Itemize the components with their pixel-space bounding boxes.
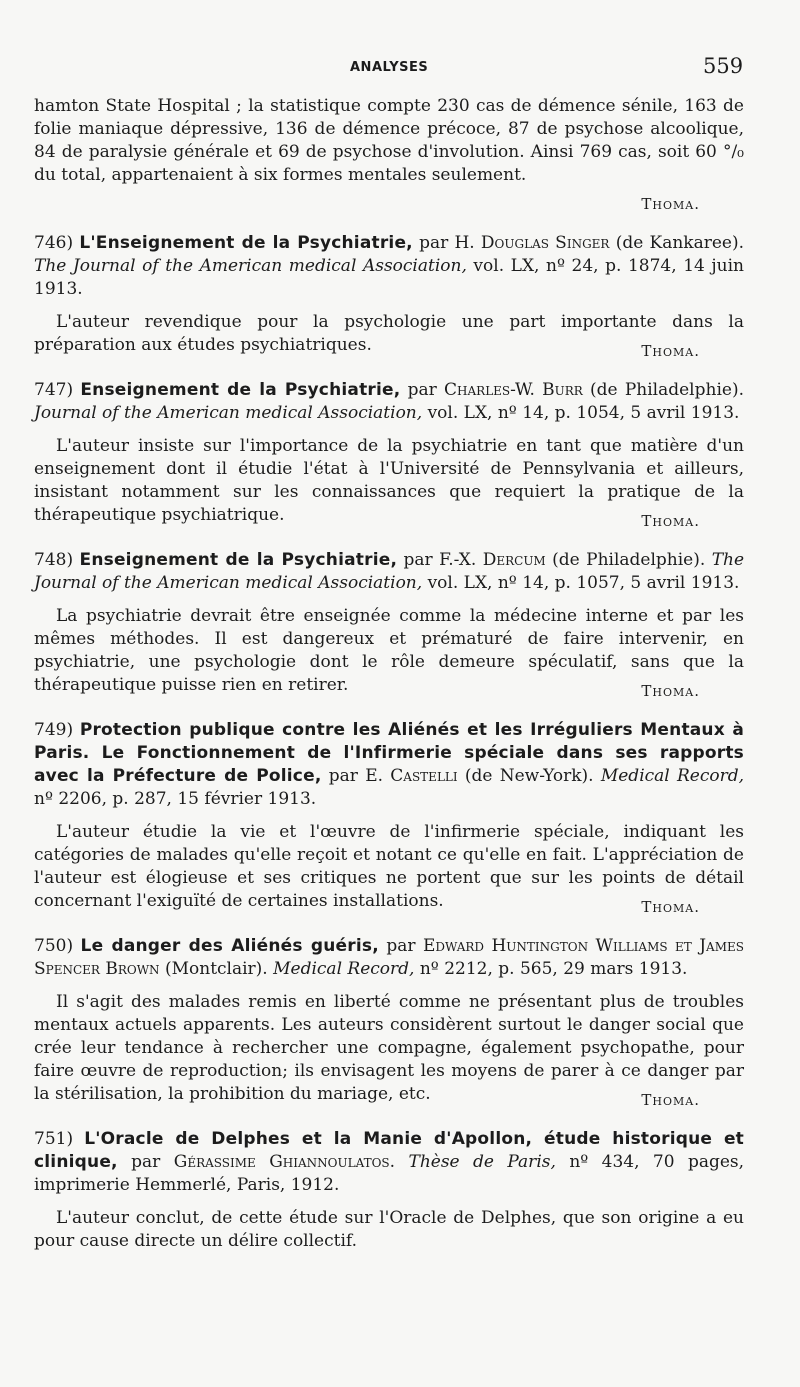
intro-paragraph: hamton State Hospital ; la statistique compte 230 cas de démence sénile, 163 de folie maniaque dépressive, 136 de démence précoce, 87 de psychose alcoolique, 84 de paralysie générale et 69 de psychose d'involution. Ainsi 769 cas, soit 60 °/₀ du total, appartenaient à six formes mentales seulement. <box>34 96 744 185</box>
page-number: 559 <box>703 54 744 78</box>
entry-journal: Medical Record, <box>600 766 745 786</box>
entry-number: 746) <box>34 233 74 253</box>
entry-body: L'auteur étudie la vie et l'œuvre de l'infirmerie spéciale, indiquant les catégories de malades qu'elle reçoit et notant ce qu'elle en fait. L'appréciation de l'auteur est élogieuse et ses critiques ne portent que sur les points de détail concernant l'exiguïté de certaines installations. <box>34 822 744 911</box>
entry-location: (de New-York). <box>464 766 594 786</box>
entry-journal: The Journal of the American medical Association, <box>34 550 745 593</box>
entry-748 <box>34 549 744 703</box>
entry-reference <box>34 549 744 595</box>
entry-journal: Journal of the American medical Association, <box>34 403 423 423</box>
entry-journal: Thèse de Paris, <box>408 1152 556 1172</box>
entry-details: nº 2212, p. 565, 29 mars 1913. <box>419 959 688 979</box>
entry-number: 749) <box>34 720 74 740</box>
entry-by: par <box>419 233 449 253</box>
entry-author: Edward Huntington Williams et James Spencer Brown <box>34 936 744 979</box>
entry-location: (de Philadelphie). <box>552 550 706 570</box>
entry-title: Enseignement de la Psychiatrie, <box>79 550 398 570</box>
entry-title: Protection publique contre les Aliénés et les Irréguliers Mentaux à Paris. Le Fonctionnement de l'Infirmerie spéciale dans ses rapports avec la Préfecture de Police, <box>34 720 745 786</box>
entry-signature: Thoma. <box>641 1091 700 1109</box>
entry-number: 750) <box>34 936 74 956</box>
entry-author: H. Douglas Singer <box>454 233 610 253</box>
running-header <box>0 52 800 84</box>
entry-body: La psychiatrie devrait être enseignée comme la médecine interne et par les mêmes méthodes. Il est dangereux et prématuré de faire intervenir, en psychiatrie, une psychologie dont le rôle demeure spéculatif, sans que la thérapeutique puisse rien en retirer. <box>34 606 744 695</box>
entry-details: vol. LX, nº 24, p. 1874, 14 juin 1913. <box>34 256 744 299</box>
entry-reference <box>34 935 744 981</box>
entry-body: L'auteur revendique pour la psychologie une part importante dans la préparation aux études psychiatriques. <box>34 312 744 355</box>
entry-location: (de Philadelphie). <box>590 380 744 400</box>
entry-journal: The Journal of the American medical Association, <box>34 256 467 276</box>
entry-details: nº 434, 70 pages, imprimerie Hemmerlé, Paris, 1912. <box>34 1152 745 1195</box>
article-body <box>34 95 744 1259</box>
entry-by: par <box>407 380 437 400</box>
entry-reference <box>34 719 744 811</box>
entry-by: par <box>131 1152 161 1172</box>
entry-signature: Thoma. <box>641 512 700 530</box>
entry-title: L'Enseignement de la Psychiatrie, <box>79 233 413 253</box>
entry-author: F.-X. Dercum <box>439 550 546 570</box>
entry-signature: Thoma. <box>641 898 700 916</box>
entry-751 <box>34 1128 744 1253</box>
entry-author: Gérassime Ghiannoulatos. <box>173 1152 396 1172</box>
entry-details: vol. LX, nº 14, p. 1054, 5 avril 1913. <box>427 403 740 423</box>
entry-number: 751) <box>34 1129 74 1149</box>
entry-details: vol. LX, nº 14, p. 1057, 5 avril 1913. <box>427 573 740 593</box>
entry-by: par <box>328 766 358 786</box>
entry-reference <box>34 379 744 425</box>
entry-reference <box>34 232 744 301</box>
entry-747 <box>34 379 744 533</box>
entry-title: L'Oracle de Delphes et la Manie d'Apollon, étude historique et clinique, <box>34 1129 745 1172</box>
entry-author: Charles-W. Burr <box>444 380 583 400</box>
entry-by: par <box>403 550 433 570</box>
entry-by: par <box>386 936 416 956</box>
intro-signature: Thoma. <box>641 195 700 213</box>
entry-author: E. Castelli <box>365 766 458 786</box>
entry-body: L'auteur insiste sur l'importance de la psychiatrie en tant que matière d'un enseignement dont il étudie l'état à l'Université de Pennsylvania et ailleurs, insistant notamment sur les connaissances que requiert la pratique de la thérapeutique psychiatrique. <box>34 436 744 525</box>
entry-signature: Thoma. <box>641 682 700 700</box>
entry-746 <box>34 232 744 363</box>
entry-signature: Thoma. <box>641 342 700 360</box>
entry-location: (de Kankaree). <box>615 233 744 253</box>
running-title: ANALYSES <box>350 60 429 75</box>
entry-title: Enseignement de la Psychiatrie, <box>80 380 401 400</box>
entry-location: (Montclair). <box>164 959 268 979</box>
entry-number: 747) <box>34 380 74 400</box>
entry-details: nº 2206, p. 287, 15 février 1913. <box>34 789 317 809</box>
entry-750 <box>34 935 744 1112</box>
entry-749 <box>34 719 744 919</box>
entry-reference <box>34 1128 744 1197</box>
entry-number: 748) <box>34 550 74 570</box>
entry-title: Le danger des Aliénés guéris, <box>80 936 379 956</box>
entry-body: Il s'agit des malades remis en liberté comme ne présentant plus de troubles mentaux actuels apparents. Les auteurs considèrent surtout le danger social que crée leur tendance à rechercher une compagne, également psychopathe, pour faire œuvre de reproduction; ils envisagent les moyens de parer à ce danger par la stérilisation, la prohibition du mariage, etc. <box>34 992 744 1104</box>
entry-journal: Medical Record, <box>273 959 415 979</box>
entry-body: L'auteur conclut, de cette étude sur l'Oracle de Delphes, que son origine a eu pour cause directe un délire collectif. <box>34 1208 744 1251</box>
